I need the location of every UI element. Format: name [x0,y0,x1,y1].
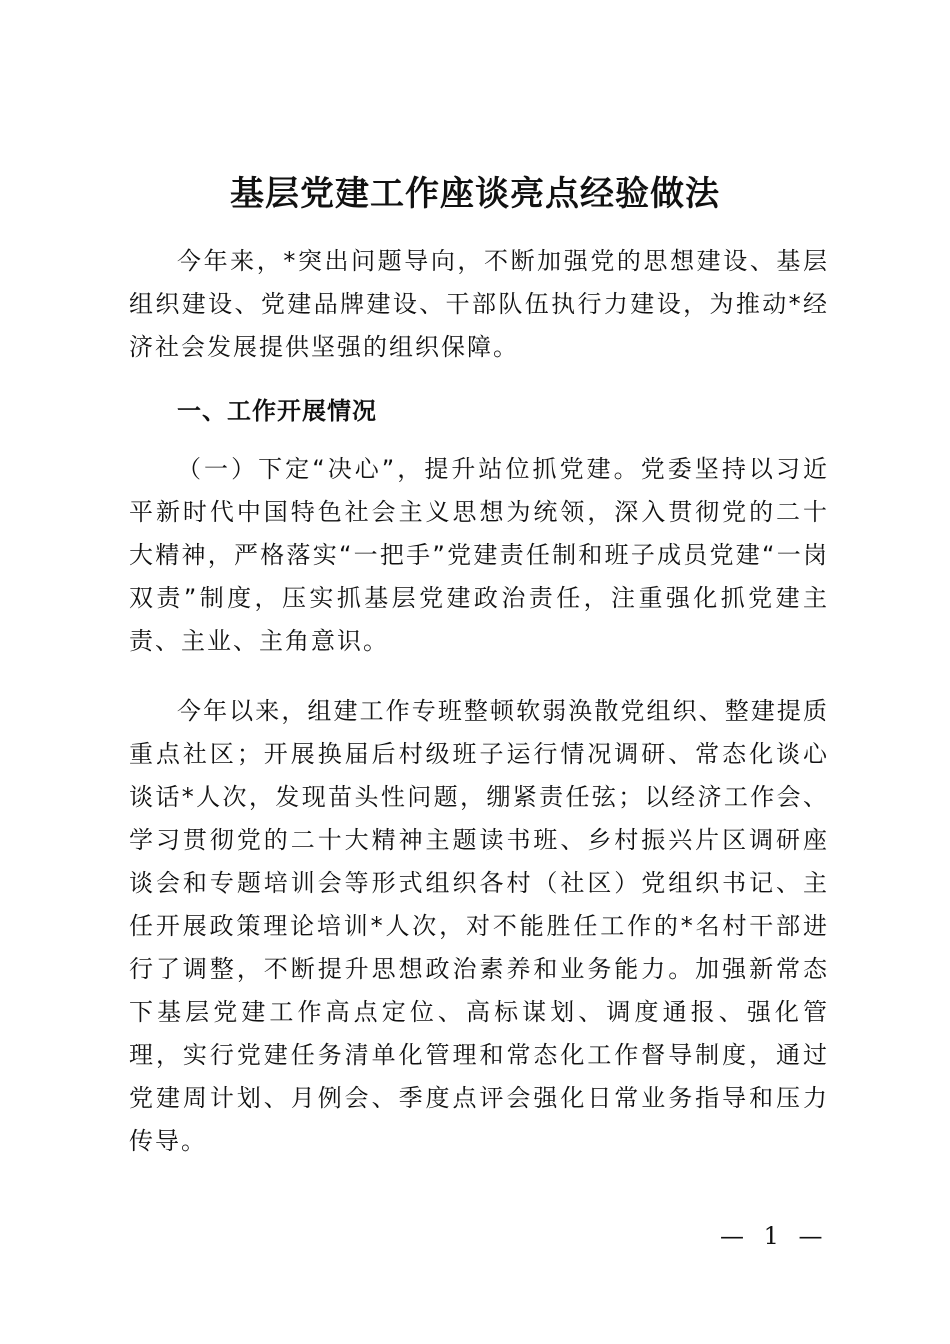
section-paragraph-2: 今年以来，组建工作专班整顿软弱涣散党组织、整建提质重点社区；开展换届后村级班子运行情况调研、常态化谈心谈话*人次，发现苗头性问题，绷紧责任弦；以经济工作会、学习贯彻党的二十大精神主题读书班、乡村振兴片区调研座谈会和专题培训会等形式组织各村（社区）党组织书记、主任开展政策理论培训*人次，对不能胜任工作的*名村干部进行了调整，不断提升思想政治素养和业务能力。加强新常态下基层党建工作高点定位、高标谋划、调度通报、强化管理，实行党建任务清单化管理和常态化工作督导制度，通过党建周计划、月例会、季度点评会强化日常业务指导和压力传导。 [129,697,829,1155]
document-title: 基层党建工作座谈亮点经验做法 [230,174,720,214]
section-paragraph-1: （一）下定“决心”，提升站位抓党建。党委坚持以习近平新时代中国特色社会主义思想为统领，深入贯彻党的二十大精神，严格落实“一把手”党建责任制和班子成员党建“一岗双责”制度，压实抓基层党建政治责任，注重强化抓党建主责、主业、主角意识。 [129,455,829,655]
section-heading: 一、工作开展情况 [177,397,377,425]
page-number: — 1 — [720,1222,829,1250]
intro-paragraph: 今年来，*突出问题导向，不断加强党的思想建设、基层组织建设、党建品牌建设、干部队伍执行力建设，为推动*经济社会发展提供坚强的组织保障。 [129,247,829,361]
